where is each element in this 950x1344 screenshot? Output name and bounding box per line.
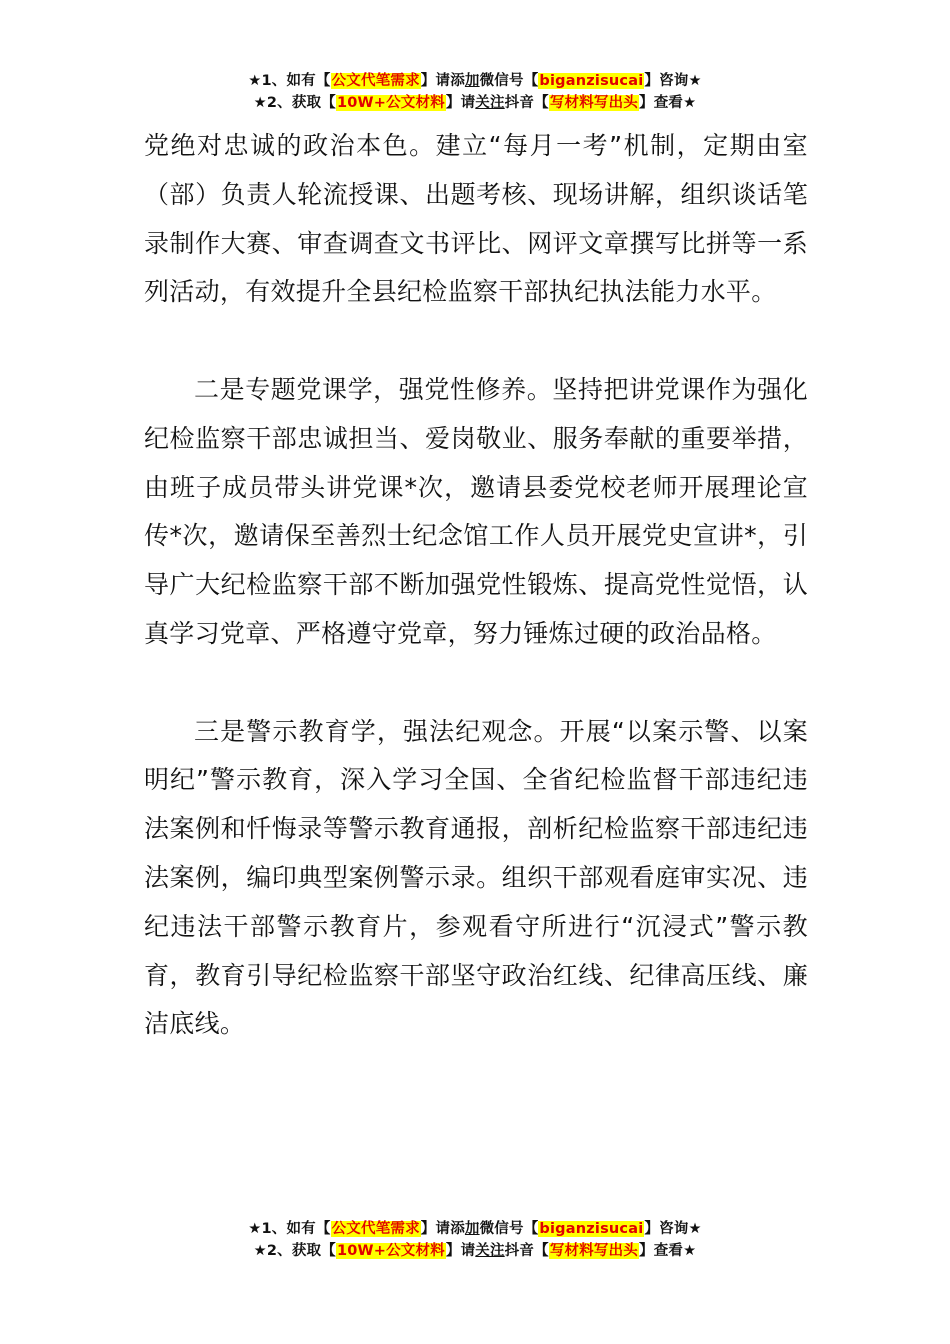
paragraph-gap: [144, 659, 808, 708]
banner-highlight: 公文代笔需求: [331, 73, 420, 89]
banner-line-1: ★1、如有【公文代笔需求】请添加微信号【biganzisucai】咨询★: [248, 73, 702, 89]
banner-douyin-id: 写材料写出头: [549, 1243, 639, 1259]
banner-douyin-id: 写材料写出头: [549, 95, 639, 111]
banner-highlight: 公文代笔需求: [331, 1221, 420, 1237]
paragraph-continuation: 党绝对忠诚的政治本色。建立“每月一考”机制，定期由室（部）负责人轮流授课、出题考核、现场讲解，组织谈话笔录制作大赛、审查调查文书评比、网评文章撰写比拼等一系列活动，有效提升全县纪检监察干部执纪执法能力水平。: [144, 131, 808, 307]
banner-highlight: 10W+公文材料: [336, 1243, 445, 1259]
banner-wechat-id: biganzisucai: [539, 73, 644, 89]
banner-line-1: ★1、如有【公文代笔需求】请添加微信号【biganzisucai】咨询★: [248, 1221, 702, 1237]
banner-highlight: 10W+公文材料: [336, 95, 445, 111]
document-body: [144, 122, 808, 1049]
banner-line-2: ★2、获取【10W+公文材料】请关注抖音【写材料写出头】查看★: [253, 95, 697, 111]
banner-line-2: ★2、获取【10W+公文材料】请关注抖音【写材料写出头】查看★: [253, 1243, 697, 1259]
footer-banner: [0, 1218, 950, 1262]
banner-wechat-id: biganzisucai: [539, 1221, 644, 1237]
paragraph-warning-education: 三是警示教育学，强法纪观念。开展“以案示警、以案明纪”警示教育，深入学习全国、全省纪检监督干部违纪违法案例和忏悔录等警示教育通报，剖析纪检监察干部违纪违法案例，编印典型案例警示录。组织干部观看庭审实况、违纪违法干部警示教育片，参观看守所进行“沉浸式”警示教育，教育引导纪检监察干部坚守政治红线、纪律高压线、廉洁底线。: [144, 716, 808, 1039]
paragraph-party-lesson: 二是专题党课学，强党性修养。坚持把讲党课作为强化纪检监察干部忠诚担当、爱岗敬业、服务奉献的重要举措，由班子成员带头讲党课*次，邀请县委党校老师开展理论宣传*次，邀请保至善烈士纪念馆工作人员开展党史宣讲*，引导广大纪检监察干部不断加强党性锻炼、提高党性觉悟，认真学习党章、严格遵守党章，努力锤炼过硬的政治品格。: [144, 374, 808, 648]
header-banner: [0, 70, 950, 114]
paragraph-gap: [144, 317, 808, 366]
